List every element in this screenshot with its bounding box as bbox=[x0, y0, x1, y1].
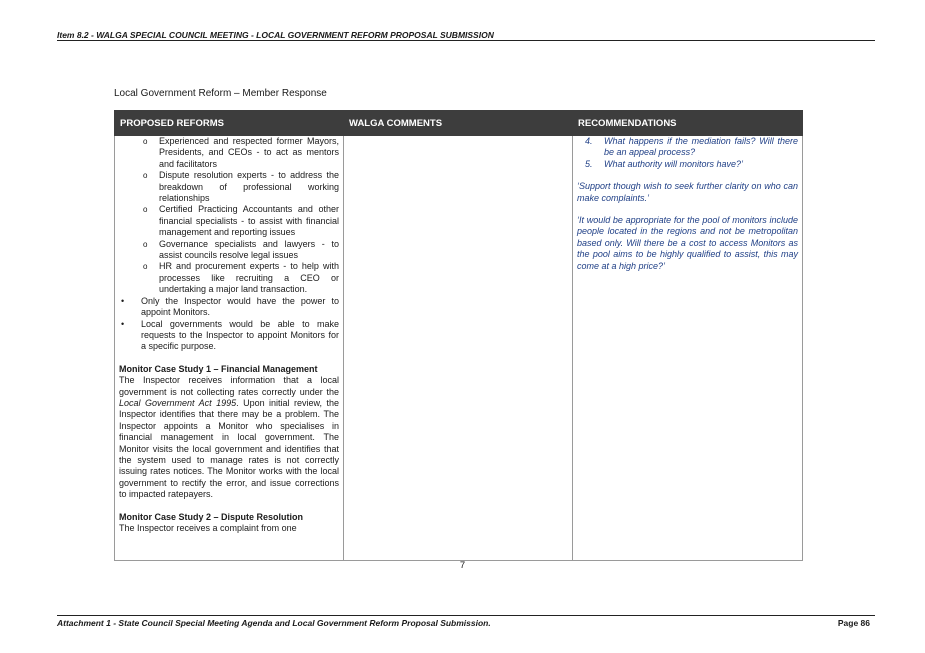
list-item bbox=[131, 204, 339, 238]
header-recommendations: RECOMMENDATIONS bbox=[573, 111, 803, 136]
list-item-text: Governance specialists and lawyers - to assist councils resolve legal issues bbox=[159, 238, 339, 261]
list-item-text: Local governments would be able to make requests to the Inspector to appoint Monitors for a specific purpose. bbox=[141, 318, 339, 352]
recommendations-cell bbox=[573, 136, 803, 561]
header-proposed-reforms: PROPOSED REFORMS bbox=[115, 111, 344, 136]
act-reference: Local Government Act 1995 bbox=[119, 397, 237, 408]
header-walga-comments: WALGA COMMENTS bbox=[344, 111, 573, 136]
list-item-text: Dispute resolution experts - to address the breakdown of professional working relationships bbox=[159, 170, 339, 204]
case-study-1-title: Monitor Case Study 1 – Financial Management bbox=[119, 363, 318, 374]
footer-page-number: Page 86 bbox=[837, 618, 870, 628]
footer-divider bbox=[57, 615, 875, 616]
case-study-2-text: The Inspector receives a complaint from one bbox=[119, 523, 297, 533]
list-item bbox=[119, 296, 339, 319]
list-item-text: Experienced and respected former Mayors, Presidents, and CEOs - to act as mentors and facilitators bbox=[159, 136, 339, 169]
recommendations-text bbox=[577, 136, 798, 272]
list-item-text: Certified Practicing Accountants and other financial specialists - to assist with financial management and reporting issues bbox=[159, 204, 339, 238]
recommendation-paragraph: ‘Support though wish to seek further clarity on who can make complaints.’ bbox=[577, 181, 798, 203]
sub-bullet: o bbox=[143, 171, 148, 181]
list-item bbox=[131, 136, 339, 170]
walga-comments-cell bbox=[344, 136, 573, 561]
member-response-table bbox=[114, 110, 803, 561]
case-study-1-text-a: The Inspector receives information that a local government is not collecting rates correctly under the bbox=[119, 375, 339, 397]
monitor-types-list bbox=[119, 136, 339, 296]
inspector-powers-list bbox=[119, 296, 339, 353]
list-item-text: What happens if the mediation fails? Will there be an appeal process? bbox=[604, 136, 798, 158]
item-number: 4. bbox=[585, 136, 593, 146]
footer-text: Attachment 1 - State Council Special Meeting Agenda and Local Government Reform Proposal Submission. bbox=[57, 618, 491, 628]
proposed-reforms-text bbox=[119, 136, 339, 534]
list-item-text: Only the Inspector would have the power to appoint Monitors. bbox=[141, 295, 339, 318]
list-item bbox=[577, 159, 798, 170]
document-header: Item 8.2 - WALGA SPECIAL COUNCIL MEETING - LOCAL GOVERNMENT REFORM PROPOSAL SUBMISSION bbox=[57, 30, 494, 40]
list-item bbox=[119, 319, 339, 353]
list-item bbox=[131, 239, 339, 262]
list-item-text: HR and procurement experts - to help with processes like recruiting a CEO or undertaking a major land transaction. bbox=[159, 261, 339, 295]
list-item-text: What authority will monitors have?’ bbox=[604, 158, 744, 169]
bullet: • bbox=[121, 318, 125, 329]
bullet: • bbox=[121, 295, 125, 306]
sub-bullet: o bbox=[143, 137, 148, 146]
sub-bullet: o bbox=[143, 262, 148, 272]
case-study-1-text bbox=[119, 375, 339, 500]
page-number: 7 bbox=[459, 560, 466, 571]
list-item bbox=[577, 136, 798, 159]
case-study-1-text-b: . Upon initial review, the Inspector identifies that there may be a problem. The Inspector appoints a Monitor who specialises in financial management in local government. The Monitor visits the local government and identifies that the system used to manage rates is not correctly issuing rates notices. The Monitor works with the local government to rectify the error, and issue corrections to impacted ratepayers. bbox=[119, 397, 339, 500]
table-header-row bbox=[115, 111, 803, 136]
list-item bbox=[131, 261, 339, 295]
header-divider bbox=[57, 40, 875, 41]
list-item bbox=[131, 170, 339, 204]
question-list bbox=[577, 136, 798, 170]
recommendation-paragraph: ‘It would be appropriate for the pool of monitors include people located in the regions and not be metropolitan based only. Will there be a cost to access Monitors as the pool aims to be highly qualified to assist, this may come at a high price?’ bbox=[577, 215, 798, 271]
item-number: 5. bbox=[585, 158, 593, 169]
proposed-reforms-cell bbox=[115, 136, 344, 561]
case-study-2-title: Monitor Case Study 2 – Dispute Resolution bbox=[119, 511, 304, 522]
table-row bbox=[115, 136, 803, 561]
document-title: Local Government Reform – Member Response bbox=[114, 88, 327, 99]
sub-bullet: o bbox=[143, 205, 148, 215]
sub-bullet: o bbox=[143, 239, 148, 249]
